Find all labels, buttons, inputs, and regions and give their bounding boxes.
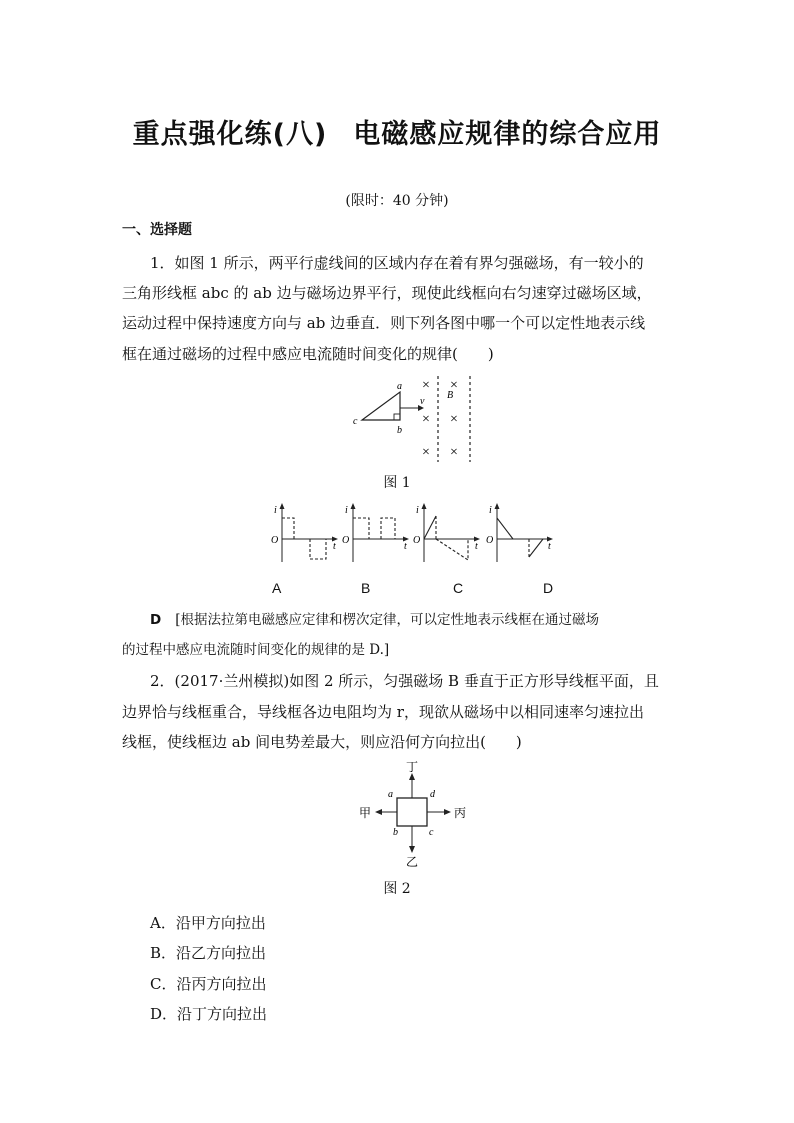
dir-down-label: 乙 <box>406 855 419 868</box>
graph-c-curve <box>436 539 468 560</box>
axis-i-label: i <box>489 505 492 516</box>
axis-i-label: i <box>274 505 277 516</box>
graph-d <box>485 502 557 564</box>
axis-i-label: i <box>345 505 348 516</box>
axis-t-label: t <box>404 541 407 552</box>
square-frame <box>397 798 427 826</box>
figure-2-caption: 图 2 <box>383 881 411 897</box>
corner-c: c <box>429 827 434 838</box>
time-limit: (限时：40 分钟) <box>345 193 449 209</box>
q2-choice-d[interactable]: D．沿丁方向拉出 <box>150 1005 268 1023</box>
field-cross: × <box>422 378 430 393</box>
axis-t-label: t <box>333 541 336 552</box>
label-B: B <box>447 390 454 401</box>
graph-b-curve <box>381 518 395 539</box>
label-c: c <box>353 416 358 427</box>
label-b: b <box>397 425 402 436</box>
page-title <box>0 112 794 151</box>
title-main: 重点强化练(八) <box>132 119 328 150</box>
label-v: v <box>420 396 425 407</box>
origin-label: O <box>342 535 350 546</box>
q1-answer-cont: 的过程中感应电流随时间变化的规律的是 D.] <box>122 642 390 658</box>
graph-b-label: B <box>361 580 371 596</box>
field-cross: × <box>450 378 458 393</box>
q1-line: 1．如图 1 所示，两平行虚线间的区域内存在着有界匀强磁场，有一较小的 <box>150 254 644 272</box>
q2-choice-b[interactable]: B．沿乙方向拉出 <box>150 944 267 962</box>
dir-left-label: 甲 <box>359 806 372 820</box>
graph-d-curve <box>497 518 513 539</box>
q1-line: 框在通过磁场的过程中感应电流随时间变化的规律( ) <box>122 345 494 363</box>
right-angle-mark <box>394 414 400 420</box>
q1-line: 运动过程中保持速度方向与 ab 边垂直．则下列各图中哪一个可以定性地表示线 <box>122 314 646 332</box>
q2-choice-c[interactable]: C．沿丙方向拉出 <box>150 975 267 993</box>
axis-i-label: i <box>416 505 419 516</box>
graph-b <box>341 502 413 564</box>
title-sub: 电磁感应规律的综合应用 <box>353 119 662 150</box>
graph-a-curve <box>282 518 294 539</box>
q2-line: 边界恰与线框重合，导线框各边电阻均为 r，现欲从磁场中以相同速率匀速拉出 <box>122 703 644 721</box>
origin-label: O <box>413 535 421 546</box>
origin-label: O <box>486 535 494 546</box>
q1-line: 三角形线框 abc 的 ab 边与磁场边界平行，现使此线框向右匀速穿过磁场区域， <box>122 284 652 302</box>
origin-label: O <box>271 535 279 546</box>
q2-line: 2．(2017·兰州模拟)如图 2 所示，匀强磁场 B 垂直于正方形导线框平面，且 <box>150 672 659 690</box>
graph-b-curve <box>353 518 369 539</box>
field-cross: × <box>422 445 430 460</box>
axis-t-label: t <box>475 541 478 552</box>
dir-up-label: 丁 <box>406 760 419 774</box>
graph-c-curve <box>424 516 436 539</box>
figure-1 <box>348 372 478 464</box>
figure-2 <box>352 760 472 868</box>
graph-a-curve <box>310 539 326 559</box>
q1-answer <box>150 608 710 628</box>
label-a: a <box>397 381 402 392</box>
graph-c-label: C <box>453 580 464 596</box>
q1-answer-letter: D <box>150 612 162 628</box>
corner-b: b <box>393 827 398 838</box>
q1-answer-text: [根据法拉第电磁感应定律和楞次定律，可以定性地表示线框在通过磁场 <box>175 612 599 628</box>
dir-right-label: 丙 <box>454 806 467 820</box>
graph-d-curve <box>529 539 543 557</box>
graph-a <box>270 502 342 564</box>
corner-a: a <box>388 789 393 800</box>
field-cross: × <box>450 445 458 460</box>
q2-choice-a[interactable]: A．沿甲方向拉出 <box>150 914 266 932</box>
section-heading: 一、选择题 <box>122 222 192 238</box>
axis-t-label: t <box>548 541 551 552</box>
q2-line: 线框，使线框边 ab 间电势差最大，则应沿何方向拉出( ) <box>122 733 522 751</box>
field-cross: × <box>422 412 430 427</box>
graph-c <box>412 502 484 564</box>
graph-d-label: D <box>543 580 554 596</box>
figure-1-caption: 图 1 <box>383 475 411 491</box>
field-cross: × <box>450 412 458 427</box>
graph-a-label: A <box>272 580 282 596</box>
corner-d: d <box>430 789 435 800</box>
